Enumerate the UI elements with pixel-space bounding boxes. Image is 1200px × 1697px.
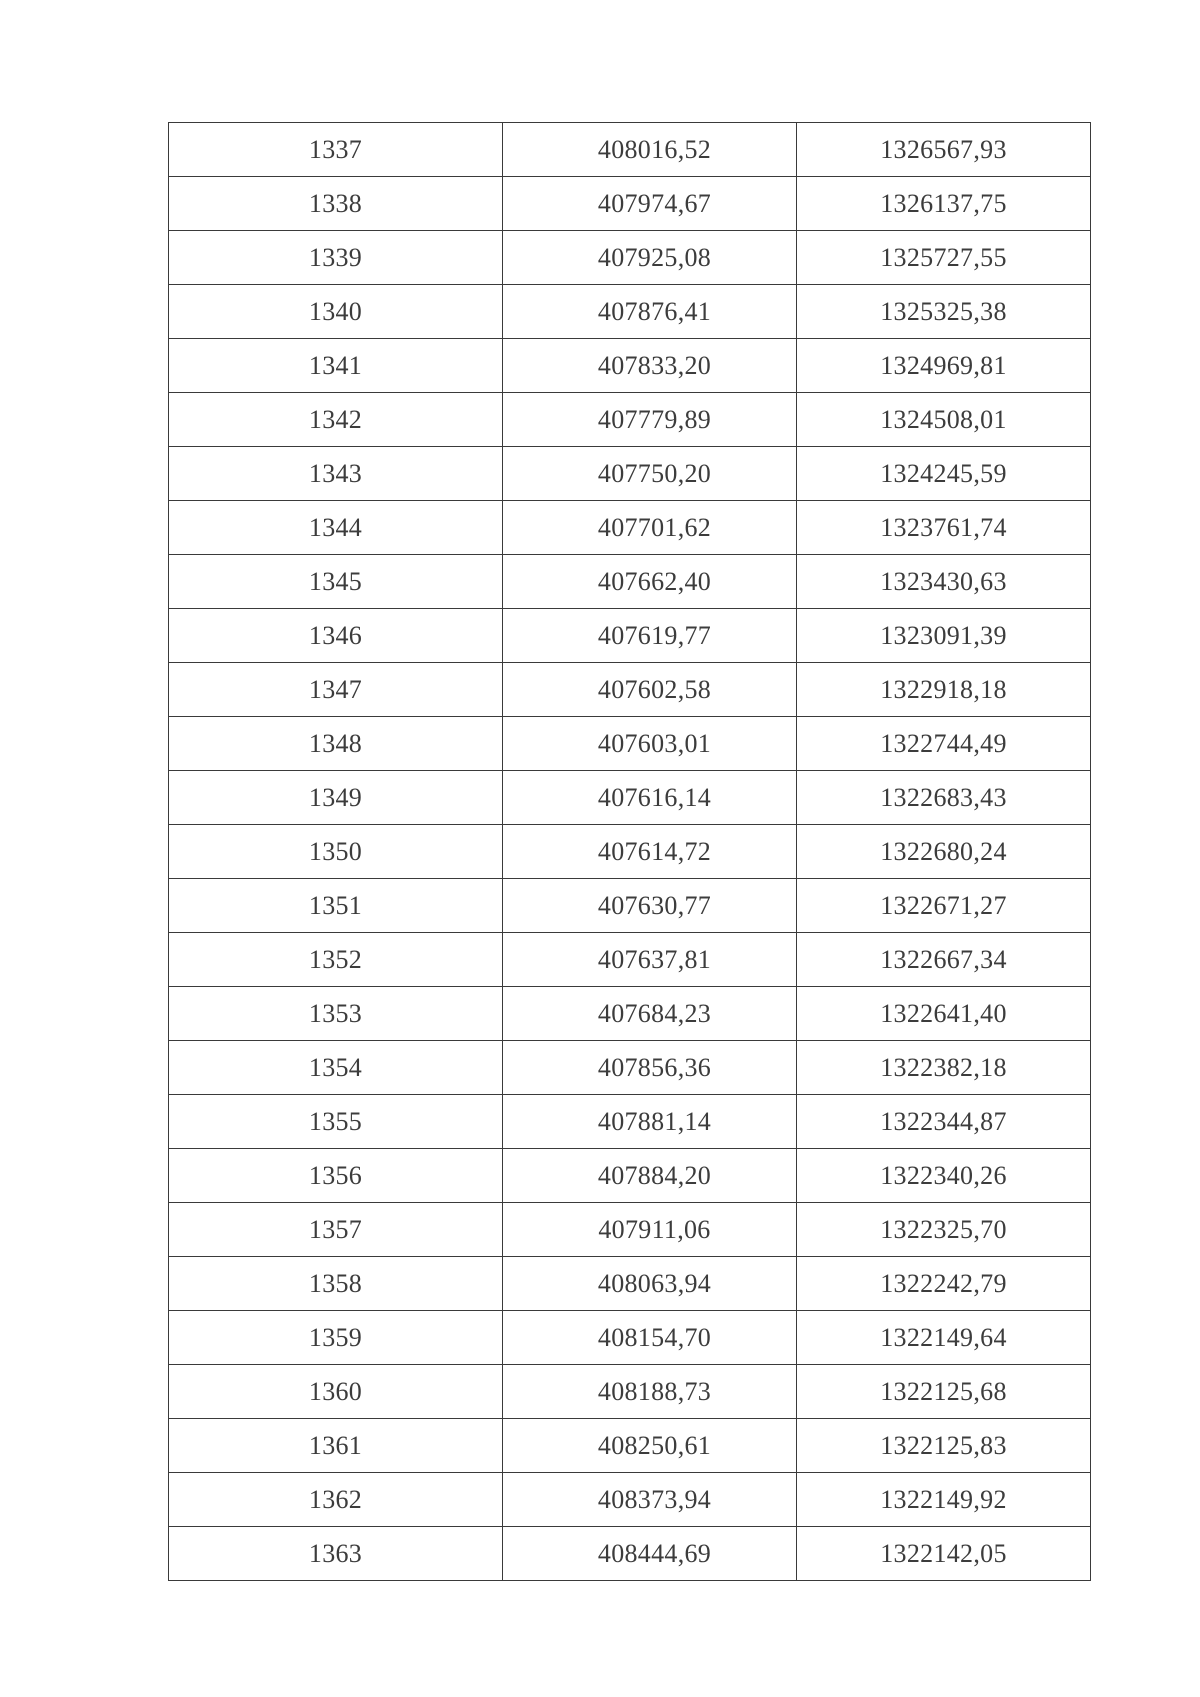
y-coordinate-cell: 1322340,26	[797, 1149, 1091, 1203]
table-row	[169, 771, 1091, 825]
table-row	[169, 1257, 1091, 1311]
point-number-cell: 1360	[169, 1365, 503, 1419]
point-number-cell: 1358	[169, 1257, 503, 1311]
point-number-cell: 1354	[169, 1041, 503, 1095]
x-coordinate-cell: 408444,69	[503, 1527, 797, 1581]
x-coordinate-cell: 407602,58	[503, 663, 797, 717]
point-number-cell: 1351	[169, 879, 503, 933]
y-coordinate-cell: 1322149,92	[797, 1473, 1091, 1527]
table-row	[169, 1203, 1091, 1257]
y-coordinate-cell: 1322918,18	[797, 663, 1091, 717]
point-number-cell: 1357	[169, 1203, 503, 1257]
table-row	[169, 501, 1091, 555]
point-number-cell: 1353	[169, 987, 503, 1041]
point-number-cell: 1362	[169, 1473, 503, 1527]
x-coordinate-cell: 407833,20	[503, 339, 797, 393]
y-coordinate-cell: 1323761,74	[797, 501, 1091, 555]
point-number-cell: 1348	[169, 717, 503, 771]
y-coordinate-cell: 1326567,93	[797, 123, 1091, 177]
table-row	[169, 717, 1091, 771]
table-row	[169, 825, 1091, 879]
y-coordinate-cell: 1322382,18	[797, 1041, 1091, 1095]
x-coordinate-cell: 407884,20	[503, 1149, 797, 1203]
y-coordinate-cell: 1322142,05	[797, 1527, 1091, 1581]
x-coordinate-cell: 408188,73	[503, 1365, 797, 1419]
point-number-cell: 1345	[169, 555, 503, 609]
x-coordinate-cell: 407881,14	[503, 1095, 797, 1149]
point-number-cell: 1347	[169, 663, 503, 717]
x-coordinate-cell: 407662,40	[503, 555, 797, 609]
table-row	[169, 1365, 1091, 1419]
y-coordinate-cell: 1322344,87	[797, 1095, 1091, 1149]
x-coordinate-cell: 407911,06	[503, 1203, 797, 1257]
x-coordinate-cell: 407750,20	[503, 447, 797, 501]
table-row	[169, 663, 1091, 717]
point-number-cell: 1337	[169, 123, 503, 177]
table-row	[169, 339, 1091, 393]
y-coordinate-cell: 1322149,64	[797, 1311, 1091, 1365]
x-coordinate-cell: 408154,70	[503, 1311, 797, 1365]
point-number-cell: 1338	[169, 177, 503, 231]
point-number-cell: 1342	[169, 393, 503, 447]
x-coordinate-cell: 407779,89	[503, 393, 797, 447]
table-row	[169, 1041, 1091, 1095]
y-coordinate-cell: 1324969,81	[797, 339, 1091, 393]
x-coordinate-cell: 407925,08	[503, 231, 797, 285]
table-row	[169, 987, 1091, 1041]
x-coordinate-cell: 408250,61	[503, 1419, 797, 1473]
point-number-cell: 1346	[169, 609, 503, 663]
point-number-cell: 1340	[169, 285, 503, 339]
x-coordinate-cell: 407856,36	[503, 1041, 797, 1095]
table-row	[169, 1527, 1091, 1581]
x-coordinate-cell: 407603,01	[503, 717, 797, 771]
x-coordinate-cell: 407619,77	[503, 609, 797, 663]
coordinates-table	[168, 122, 1091, 1581]
point-number-cell: 1339	[169, 231, 503, 285]
x-coordinate-cell: 408016,52	[503, 123, 797, 177]
table-row	[169, 609, 1091, 663]
y-coordinate-cell: 1322683,43	[797, 771, 1091, 825]
point-number-cell: 1341	[169, 339, 503, 393]
point-number-cell: 1343	[169, 447, 503, 501]
y-coordinate-cell: 1325325,38	[797, 285, 1091, 339]
table-row	[169, 393, 1091, 447]
x-coordinate-cell: 407701,62	[503, 501, 797, 555]
x-coordinate-cell: 407876,41	[503, 285, 797, 339]
y-coordinate-cell: 1322325,70	[797, 1203, 1091, 1257]
y-coordinate-cell: 1322641,40	[797, 987, 1091, 1041]
table-row	[169, 879, 1091, 933]
table-row	[169, 1419, 1091, 1473]
y-coordinate-cell: 1322125,68	[797, 1365, 1091, 1419]
table-row	[169, 177, 1091, 231]
point-number-cell: 1355	[169, 1095, 503, 1149]
y-coordinate-cell: 1324508,01	[797, 393, 1091, 447]
x-coordinate-cell: 408373,94	[503, 1473, 797, 1527]
y-coordinate-cell: 1322667,34	[797, 933, 1091, 987]
coordinates-table-body	[169, 123, 1091, 1581]
table-row	[169, 1095, 1091, 1149]
y-coordinate-cell: 1322744,49	[797, 717, 1091, 771]
y-coordinate-cell: 1322680,24	[797, 825, 1091, 879]
point-number-cell: 1359	[169, 1311, 503, 1365]
x-coordinate-cell: 407637,81	[503, 933, 797, 987]
point-number-cell: 1356	[169, 1149, 503, 1203]
table-row	[169, 447, 1091, 501]
x-coordinate-cell: 407974,67	[503, 177, 797, 231]
table-row	[169, 285, 1091, 339]
y-coordinate-cell: 1323091,39	[797, 609, 1091, 663]
y-coordinate-cell: 1322671,27	[797, 879, 1091, 933]
y-coordinate-cell: 1323430,63	[797, 555, 1091, 609]
y-coordinate-cell: 1325727,55	[797, 231, 1091, 285]
table-row	[169, 555, 1091, 609]
table-row	[169, 123, 1091, 177]
table-row	[169, 1311, 1091, 1365]
table-row	[169, 1473, 1091, 1527]
y-coordinate-cell: 1324245,59	[797, 447, 1091, 501]
table-row	[169, 933, 1091, 987]
x-coordinate-cell: 407630,77	[503, 879, 797, 933]
table-row	[169, 231, 1091, 285]
point-number-cell: 1363	[169, 1527, 503, 1581]
x-coordinate-cell: 407614,72	[503, 825, 797, 879]
point-number-cell: 1352	[169, 933, 503, 987]
point-number-cell: 1344	[169, 501, 503, 555]
point-number-cell: 1350	[169, 825, 503, 879]
point-number-cell: 1349	[169, 771, 503, 825]
x-coordinate-cell: 408063,94	[503, 1257, 797, 1311]
x-coordinate-cell: 407616,14	[503, 771, 797, 825]
y-coordinate-cell: 1322242,79	[797, 1257, 1091, 1311]
x-coordinate-cell: 407684,23	[503, 987, 797, 1041]
table-row	[169, 1149, 1091, 1203]
y-coordinate-cell: 1322125,83	[797, 1419, 1091, 1473]
point-number-cell: 1361	[169, 1419, 503, 1473]
y-coordinate-cell: 1326137,75	[797, 177, 1091, 231]
